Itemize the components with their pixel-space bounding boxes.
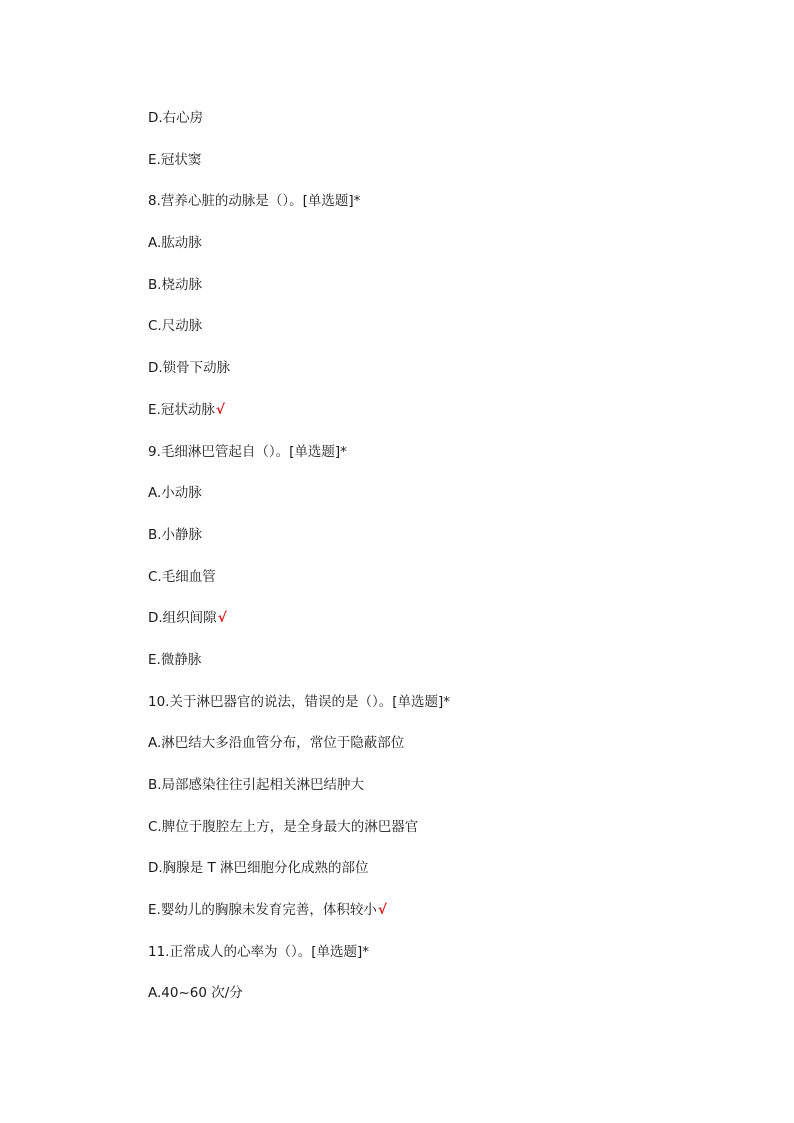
line-text: E.婴幼儿的胸腺未发育完善，体积较小: [148, 902, 377, 919]
line-text: A.肱动脉: [148, 235, 202, 252]
question-line: [148, 191, 748, 233]
option-line: [148, 525, 748, 567]
line-text: B.局部感染往往引起相关淋巴结肿大: [148, 777, 365, 793]
line-text: D.锁骨下动脉: [148, 360, 231, 377]
option-line: [148, 817, 748, 859]
question-text: 9.毛细淋巴管起自（）。[单选题]*: [148, 443, 347, 460]
check-mark-icon: √: [217, 610, 227, 627]
line-text: B.桡动脉: [148, 276, 203, 293]
line-text: C.尺动脉: [148, 318, 203, 335]
line-text: B.小静脉: [148, 526, 203, 543]
check-mark-icon: √: [377, 902, 387, 919]
document-body: [148, 108, 748, 1025]
option-line: [148, 275, 748, 317]
option-line: [148, 733, 748, 775]
option-line: [148, 400, 748, 442]
line-text: A.小动脉: [148, 485, 202, 502]
option-line: [148, 650, 748, 692]
question-text: 11.正常成人的心率为（）。[单选题]*: [148, 943, 370, 960]
option-line: [148, 316, 748, 358]
question-text: 10.关于淋巴器官的说法，错误的是（）。[单选题]*: [148, 693, 451, 710]
option-line: [148, 233, 748, 275]
option-line: [148, 150, 748, 192]
line-text: E.冠状窦: [148, 151, 202, 168]
option-line: [148, 108, 748, 150]
option-line: [148, 858, 748, 900]
line-text: C.毛细血管: [148, 568, 216, 585]
line-text: E.微静脉: [148, 651, 202, 668]
line-text: D.右心房: [148, 110, 204, 126]
question-line: [148, 942, 748, 984]
line-text: D.胸腺是 T 淋巴细胞分化成熟的部位: [148, 860, 369, 877]
option-line: [148, 567, 748, 609]
question-text: 8.营养心脏的动脉是（）。[单选题]*: [148, 193, 361, 210]
line-text: D.组织间隙: [148, 610, 217, 627]
option-line: [148, 608, 748, 650]
line-text: A.40~60 次/分: [148, 985, 243, 1002]
line-text: E.冠状动脉: [148, 401, 215, 418]
line-text: A.淋巴结大多沿血管分布，常位于隐蔽部位: [148, 735, 405, 752]
option-line: [148, 775, 748, 817]
line-text: C.脾位于腹腔左上方，是全身最大的淋巴器官: [148, 818, 419, 835]
option-line: [148, 358, 748, 400]
question-line: [148, 442, 748, 484]
question-line: [148, 692, 748, 734]
check-mark-icon: √: [215, 401, 225, 418]
option-line: [148, 900, 748, 942]
option-line: [148, 983, 748, 1025]
option-line: [148, 483, 748, 525]
